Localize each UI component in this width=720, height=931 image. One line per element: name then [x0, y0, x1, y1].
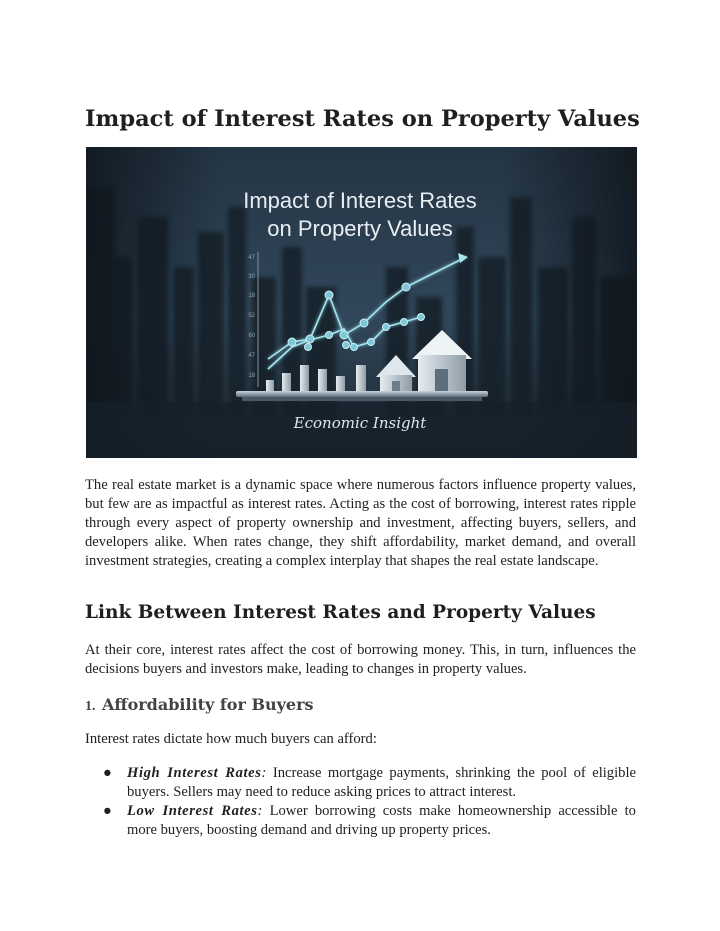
axis-tick: 60	[248, 333, 255, 339]
axis-tick: 52	[248, 313, 255, 319]
subsection-title: Affordability for Buyers	[102, 695, 314, 714]
axis-tick: 47	[248, 255, 255, 261]
intro-paragraph: The real estate market is a dynamic space where numerous factors influence property values, but few are as impactful as interest rates. Acting as the cost of borrowing, interest rates ripple through every aspect of property ownership and investment, affecting buyers, sellers, and developers alike. When rates change, they shift affordability, market demand, and overall investment strategies, creating a complex interplay that shapes the real estate landscape.	[85, 477, 636, 569]
hero-title-line1: Impact of Interest Rates	[243, 188, 477, 213]
list-item-text: Increase mortgage payments, shrinking the pool of eligible buyers. Sellers may need to reduce asking prices to attract interest.	[127, 765, 636, 800]
page-title: Impact of Interest Rates on Property Values	[85, 106, 640, 132]
section-paragraph: At their core, interest rates affect the cost of borrowing money. This, in turn, influences the decisions buyers and investors make, leading to changes in property values.	[85, 642, 636, 677]
list-item	[85, 802, 636, 840]
hero-illustration	[86, 147, 637, 458]
list-item-colon: :	[261, 765, 267, 781]
list-item-text: Lower borrowing costs make homeownership accessible to more buyers, boosting demand and driving up property prices.	[127, 803, 636, 838]
axis-tick: 18	[248, 293, 255, 299]
hero-title-line2: on Property Values	[267, 216, 453, 241]
list-item-colon: :	[257, 803, 263, 819]
list-item	[85, 764, 636, 802]
bullet-icon: ●	[103, 765, 112, 781]
axis-tick: 47	[248, 353, 255, 359]
hero-image	[86, 147, 637, 458]
subsection-number: 1.	[85, 699, 96, 714]
subsection-lead: Interest rates dictate how much buyers can afford:	[85, 731, 377, 747]
subsection-heading	[85, 693, 314, 715]
axis-tick: 18	[248, 373, 255, 379]
axis-tick: 30	[248, 274, 255, 280]
list-item-label: Low Interest Rates	[127, 803, 258, 819]
bullet-icon: ●	[103, 803, 112, 819]
bullet-list	[85, 764, 636, 840]
hero-signature: Economic Insight	[293, 414, 427, 432]
list-item-label: High Interest Rates	[127, 765, 262, 781]
section-heading: Link Between Interest Rates and Property Values	[85, 602, 596, 623]
